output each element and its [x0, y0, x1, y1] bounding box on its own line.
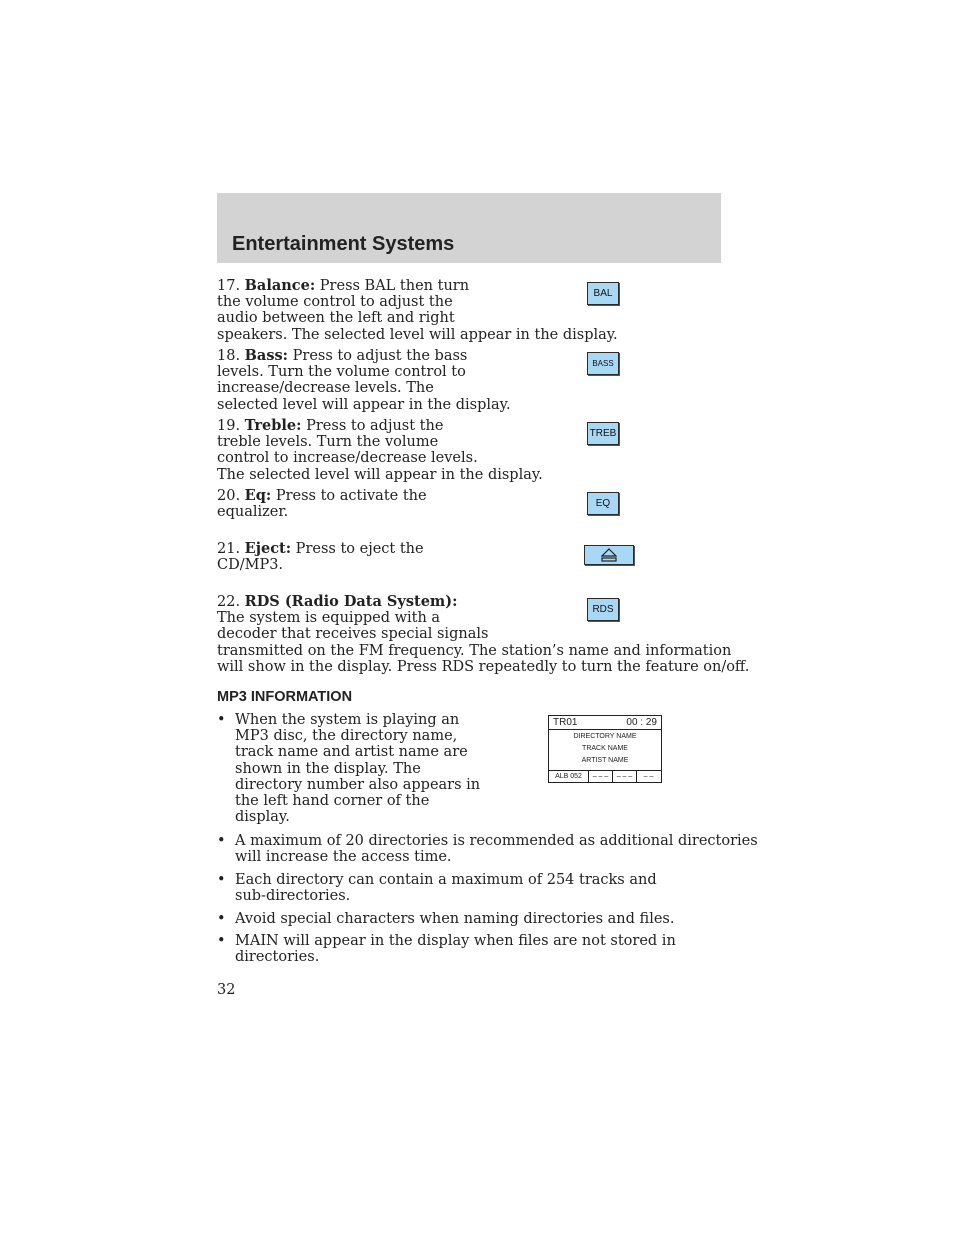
item-line: Press to activate the	[271, 488, 427, 504]
item-number: 19.	[217, 418, 241, 434]
bullet-line: shown in the display. The	[235, 760, 421, 777]
item-line: will show in the display. Press RDS repeatedly to turn the feature on/off.	[217, 658, 750, 675]
list-item	[217, 712, 480, 825]
eq-button-label: EQ	[595, 498, 611, 509]
item-line: Press BAL then turn	[315, 278, 470, 294]
item-line: treble levels. Turn the volume	[217, 434, 439, 451]
item-number: 18.	[217, 348, 241, 364]
item-term: Treble:	[244, 417, 302, 434]
bass-button-label: BASS	[592, 359, 614, 368]
bullet-line: display.	[235, 809, 290, 826]
item-line: Press to adjust the	[301, 418, 444, 434]
section-header-band	[217, 193, 721, 263]
display-directory-name: DIRECTORY NAME	[573, 733, 637, 740]
item-line: decoder that receives special signals	[217, 626, 489, 643]
item-eq	[217, 488, 427, 520]
bal-button[interactable]	[587, 282, 619, 305]
eject-button[interactable]	[584, 545, 634, 565]
item-line: Press to adjust the bass	[288, 348, 468, 364]
treb-button[interactable]	[587, 422, 619, 445]
list-item	[217, 911, 674, 927]
item-rds	[217, 594, 749, 675]
page-number: 32	[217, 982, 236, 998]
bullet-line: directory number also appears in	[235, 776, 481, 793]
item-number: 22.	[217, 594, 241, 610]
item-line: CD/MP3.	[217, 557, 284, 574]
rds-button[interactable]	[587, 598, 619, 621]
item-number: 20.	[217, 488, 241, 504]
item-line: The selected level will appear in the display.	[217, 466, 543, 483]
bullet-line: MAIN will appear in the display when files are not stored in	[235, 933, 676, 949]
mp3-heading: MP3 INFORMATION	[217, 689, 353, 705]
bass-button[interactable]	[587, 352, 619, 375]
display-cell: – – –	[589, 771, 613, 782]
bullet-icon: •	[217, 833, 226, 849]
item-number: 17.	[217, 278, 241, 294]
bullet-icon: •	[217, 933, 226, 949]
item-number: 21.	[217, 541, 241, 557]
list-item	[217, 872, 657, 904]
item-term: Eq:	[244, 487, 272, 504]
item-line: transmitted on the FM frequency. The station’s name and information	[217, 642, 732, 659]
item-line: audio between the left and right	[217, 310, 455, 327]
bullet-line: Each directory can contain a maximum of 254 tracks and	[235, 872, 657, 888]
item-line: selected level will appear in the display.	[217, 396, 511, 413]
item-line: increase/decrease levels. The	[217, 380, 434, 397]
display-time: 00 : 29	[626, 717, 657, 728]
bullet-line: MP3 disc, the directory name,	[235, 728, 458, 745]
item-term: Bass:	[244, 347, 289, 364]
display-top-row	[549, 716, 661, 730]
item-line: the volume control to adjust the	[217, 294, 453, 311]
item-line: Press to eject the	[291, 541, 424, 557]
item-eject	[217, 541, 424, 573]
item-term: Balance:	[244, 277, 316, 294]
bullet-line: the left hand corner of the	[235, 793, 430, 810]
item-line: The system is equipped with a	[217, 610, 441, 627]
bullet-line: track name and artist name are	[235, 744, 468, 761]
item-term: Eject:	[244, 540, 292, 557]
treb-button-label: TREB	[589, 428, 617, 439]
item-term: RDS (Radio Data System):	[244, 593, 458, 610]
item-balance	[217, 278, 618, 343]
mp3-display-illustration	[548, 715, 662, 783]
eq-button[interactable]	[587, 492, 619, 515]
bullet-line: Avoid special characters when naming directories and files.	[235, 911, 675, 927]
section-title: Entertainment Systems	[232, 233, 455, 255]
bullet-icon: •	[217, 872, 226, 888]
display-track-name: TRACK NAME	[582, 745, 628, 752]
bullet-line: directories.	[235, 949, 320, 966]
list-item	[217, 833, 758, 865]
display-cell: – –	[643, 773, 654, 780]
bullet-line: will increase the access time.	[235, 849, 452, 866]
item-line: speakers. The selected level will appear in the display.	[217, 326, 618, 343]
item-line: levels. Turn the volume control to	[217, 364, 466, 381]
item-bass	[217, 348, 511, 413]
display-bottom-row	[549, 770, 661, 782]
display-track: TR01	[553, 717, 578, 728]
display-cell: – – –	[613, 771, 637, 782]
bullet-icon: •	[217, 712, 226, 728]
item-line: equalizer.	[217, 504, 289, 521]
item-line: control to increase/decrease levels.	[217, 450, 478, 467]
rds-button-label: RDS	[592, 604, 614, 615]
display-artist-name: ARTIST NAME	[581, 757, 629, 764]
bullet-line: sub-directories.	[235, 888, 351, 905]
list-item	[217, 933, 676, 965]
bal-button-label: BAL	[593, 288, 613, 299]
bullet-line: When the system is playing an	[235, 712, 460, 728]
bullet-line: A maximum of 20 directories is recommended as additional directories	[235, 833, 758, 849]
display-cell: ALB 052	[549, 771, 589, 782]
bullet-icon: •	[217, 911, 226, 927]
eject-icon	[601, 548, 617, 562]
item-treble	[217, 418, 543, 483]
